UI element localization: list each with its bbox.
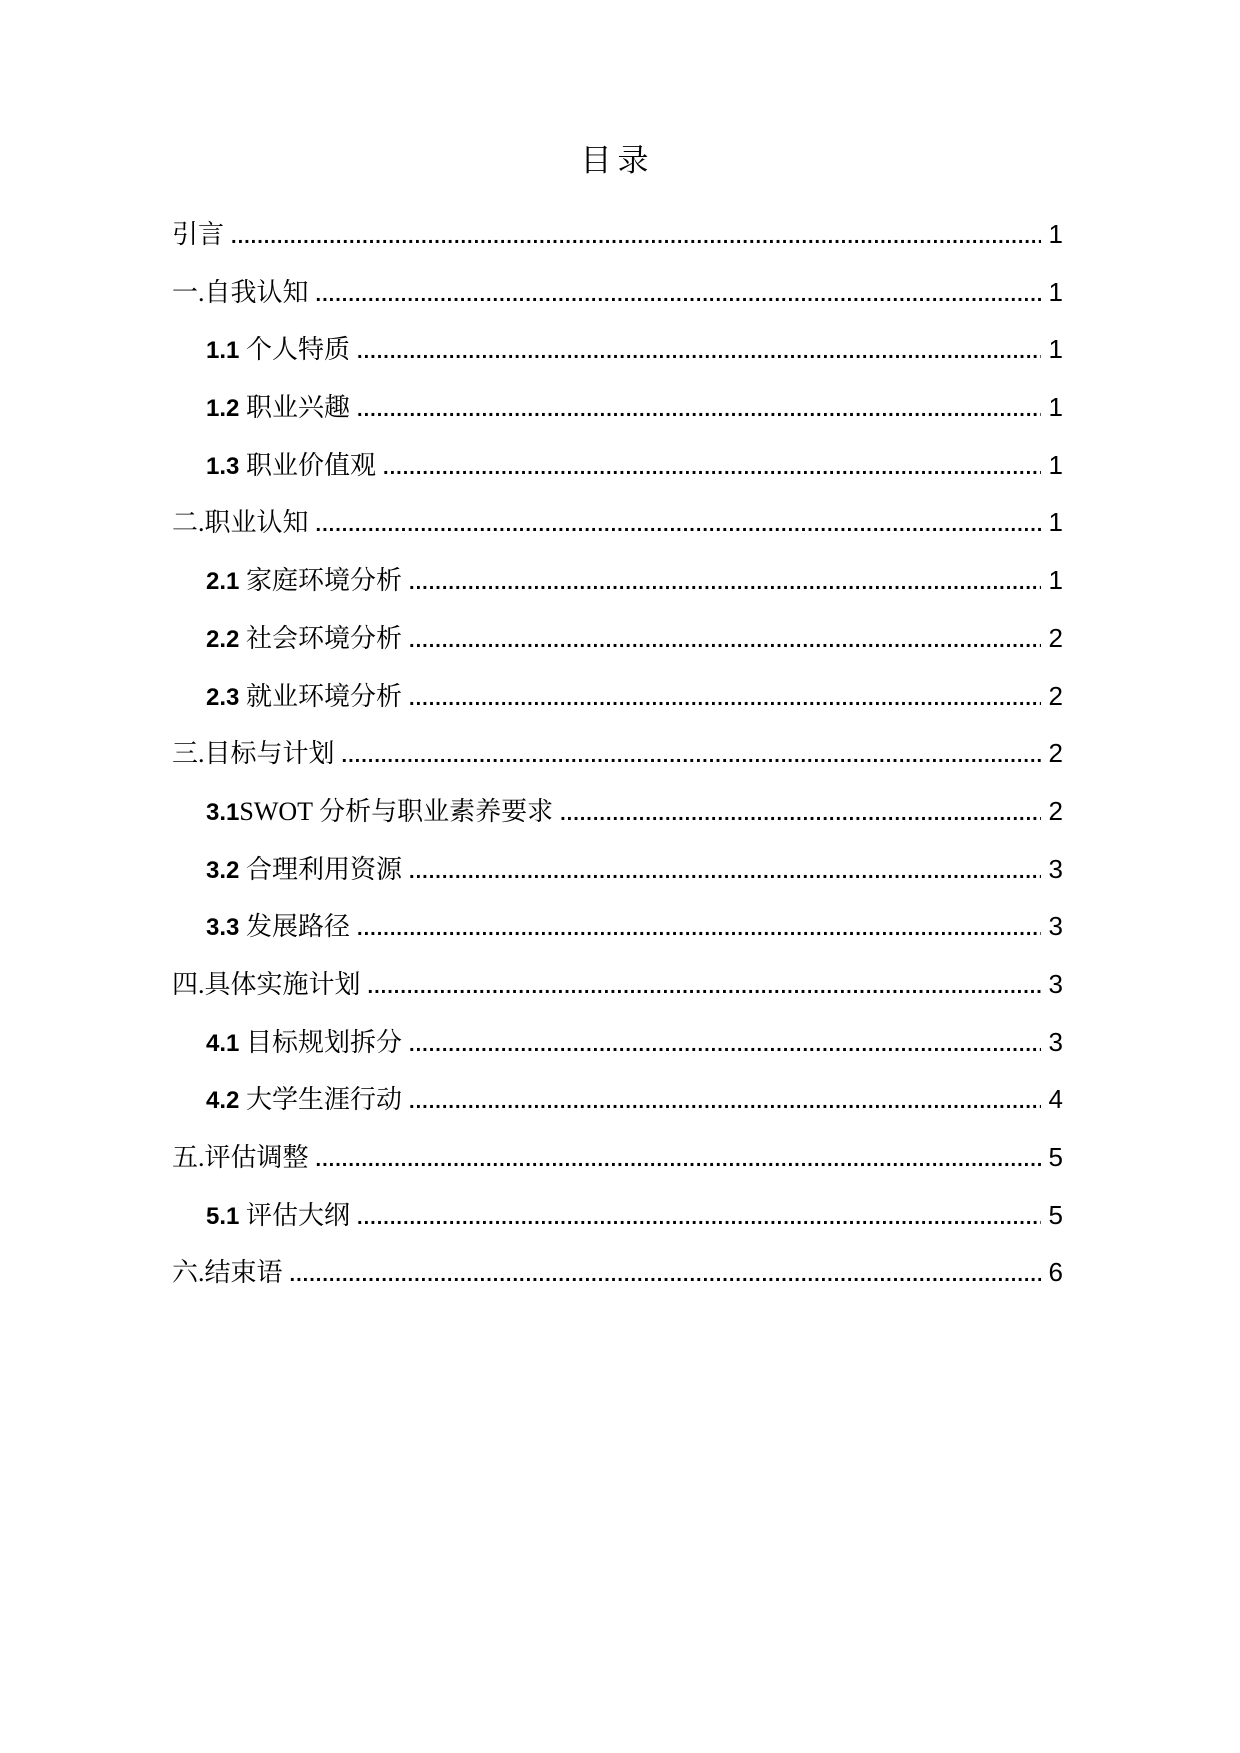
toc-entry-title: 职业价值观 [246,450,377,480]
toc-entry[interactable] [172,610,1063,668]
dot-leader [409,1074,1040,1132]
toc-entry-title: 家庭环境分析 [246,566,403,596]
toc-entry-number: 2.2 [206,625,247,653]
toc-entry-title: 个人特质 [246,335,351,365]
toc-entry[interactable] [172,1187,1063,1245]
toc-entry-title: 结束语 [204,1258,283,1288]
page-title: 目录 [580,143,655,178]
toc-entry-title: 评估大纲 [246,1200,351,1230]
toc-entry-page: 3 [1048,853,1063,884]
toc-entry-page: 3 [1048,968,1063,999]
toc-entry-page: 4 [1048,1084,1063,1115]
dot-leader [316,267,1041,325]
toc-entry[interactable] [172,668,1063,726]
toc-entry-page: 1 [1048,219,1063,249]
toc-entry-number: 一. [172,277,205,307]
toc-entry-title: 就业环境分析 [246,681,403,711]
dot-leader [368,959,1041,1017]
toc-entry-page: 2 [1048,622,1063,653]
toc-entry-number: 1.3 [206,452,247,480]
toc-entry-title: 引言 [172,220,225,249]
toc-entry-title: 目标与计划 [204,739,335,769]
toc-entry-title: 目标规划拆分 [246,1027,403,1057]
toc-entry-number: 4.1 [206,1029,247,1057]
toc-entry-number: 5.1 [206,1202,247,1230]
dot-leader [409,844,1040,902]
toc-entry-page: 2 [1048,795,1063,826]
toc-entry[interactable] [172,898,1063,956]
toc-entry-page: 1 [1048,276,1063,307]
toc-entry-page: 1 [1048,507,1063,538]
toc-entry-title: 具体实施计划 [204,969,361,999]
dot-leader [383,440,1040,498]
toc-entry[interactable] [172,725,1063,783]
dot-leader [357,901,1040,959]
toc-entry[interactable] [172,321,1063,379]
toc-entry-title: 社会环境分析 [246,623,403,653]
dot-leader [409,671,1040,729]
toc-entry[interactable] [172,206,1063,264]
toc-entry[interactable] [172,1129,1063,1187]
toc-entry[interactable] [172,783,1063,841]
toc-entry-title: 大学生涯行动 [246,1085,403,1115]
toc-entry-title: SWOT 分析与职业素养要求 [239,796,554,826]
toc-entry-page: 1 [1048,334,1063,365]
toc-entry[interactable] [172,437,1063,495]
dot-leader [357,324,1040,382]
dot-leader [409,613,1040,671]
toc-entry-page: 3 [1048,1026,1063,1057]
toc-entry-number: 1.2 [206,395,247,423]
toc-entry-number: 四. [172,969,205,999]
toc-entry-title: 自我认知 [204,277,309,307]
toc-entry-number: 五. [172,1143,205,1172]
toc-entry[interactable] [172,1244,1063,1302]
toc-entry[interactable] [172,841,1063,899]
toc-entry-title: 发展路径 [246,912,351,942]
toc-entry[interactable] [172,552,1063,610]
toc-entry-number: 1.1 [206,337,247,365]
dot-leader [357,382,1040,440]
toc-entry[interactable] [172,494,1063,552]
toc-entry-page: 3 [1048,911,1063,942]
dot-leader [342,728,1041,786]
toc-entry-number: 3.2 [206,856,247,884]
toc-entry-title: 职业兴趣 [246,393,351,423]
toc-entry-number: 三. [172,739,205,769]
dot-leader [357,1190,1040,1248]
dot-leader [316,497,1041,555]
toc-entry-title: 评估调整 [204,1143,309,1172]
toc-entry-number: 4.2 [206,1087,247,1115]
toc-entry-number: 2.3 [206,683,247,711]
dot-leader [290,1247,1041,1305]
table-of-contents [172,206,1063,1302]
toc-entry-number: 3.1 [206,798,240,826]
toc-entry-page: 5 [1048,1199,1063,1230]
toc-entry-number: 六. [172,1258,205,1288]
toc-entry-number: 3.3 [206,914,247,942]
toc-entry-title: 合理利用资源 [246,854,403,884]
dot-leader [409,1017,1040,1075]
toc-entry[interactable] [172,956,1063,1014]
toc-entry-number: 二. [172,508,205,538]
toc-entry-page: 5 [1048,1142,1063,1172]
toc-entry-page: 1 [1048,392,1063,423]
toc-entry[interactable] [172,1071,1063,1129]
toc-entry[interactable] [172,379,1063,437]
toc-entry-page: 1 [1048,565,1063,596]
toc-entry[interactable] [172,1014,1063,1072]
dot-leader [316,1132,1041,1190]
toc-entry-page: 2 [1048,680,1063,711]
dot-leader [409,555,1040,613]
toc-entry-page: 2 [1048,738,1063,769]
dot-leader [231,209,1041,267]
dot-leader [560,786,1040,844]
toc-entry-page: 1 [1048,449,1063,480]
toc-entry-number: 2.1 [206,568,247,596]
toc-entry-page: 6 [1048,1257,1063,1288]
toc-entry-title: 职业认知 [204,508,309,538]
toc-entry[interactable] [172,264,1063,322]
